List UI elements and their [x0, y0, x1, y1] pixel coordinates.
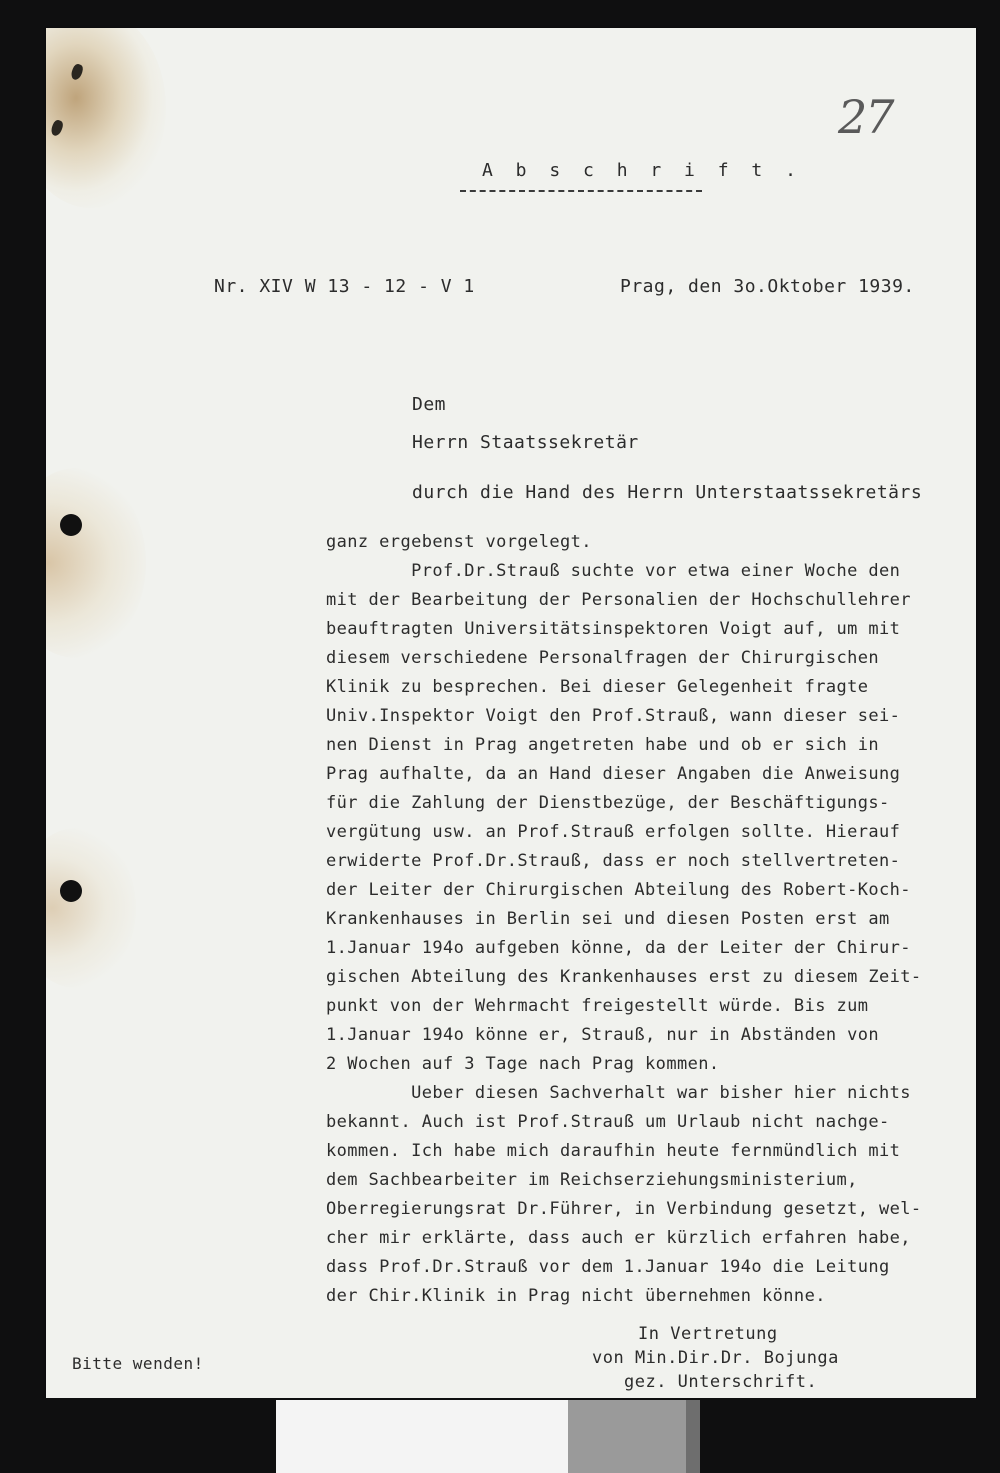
body-line: ganz ergebenst vorgelegt.: [326, 532, 592, 552]
body-line: dem Sachbearbeiter im Reichserziehungsministerium,: [326, 1170, 858, 1190]
signature-line: In Vertretung: [638, 1324, 778, 1344]
body-line: Prof.Dr.Strauß suchte vor etwa einer Woche den: [326, 561, 901, 581]
body-line: punkt von der Wehrmacht freigestellt würde. Bis zum: [326, 996, 869, 1016]
calibration-card-dark: [686, 1400, 700, 1473]
rust-stain: [46, 468, 146, 658]
body-line: diesem verschiedene Personalfragen der Chirurgischen: [326, 648, 880, 668]
title-underline: [460, 190, 702, 192]
staple-mark: [70, 63, 85, 81]
body-line: gischen Abteilung des Krankenhauses erst zu diesem Zeit-: [326, 967, 922, 987]
signature-line: gez. Unterschrift.: [624, 1372, 818, 1392]
address-line: Dem: [412, 394, 447, 415]
body-line: cher mir erklärte, dass auch er kürzlich erfahren habe,: [326, 1228, 911, 1248]
punch-hole: [60, 880, 82, 902]
body-line: für die Zahlung der Dienstbezüge, der Beschäftigungs-: [326, 793, 890, 813]
body-line: Ueber diesen Sachverhalt war bisher hier nichts: [326, 1083, 911, 1103]
body-line: vergütung usw. an Prof.Strauß erfolgen sollte. Hierauf: [326, 822, 901, 842]
body-line: dass Prof.Dr.Strauß vor dem 1.Januar 194o die Leitung: [326, 1257, 890, 1277]
body-line: Krankenhauses in Berlin sei und diesen Posten erst am: [326, 909, 890, 929]
rust-stain: [46, 828, 136, 988]
body-line: bekannt. Auch ist Prof.Strauß um Urlaub nicht nachge-: [326, 1112, 890, 1132]
body-line: mit der Bearbeitung der Personalien der Hochschullehrer: [326, 590, 911, 610]
calibration-card-white: [276, 1400, 568, 1473]
body-line: beauftragten Universitätsinspektoren Voigt auf, um mit: [326, 619, 901, 639]
body-line: der Chir.Klinik in Prag nicht übernehmen könne.: [326, 1286, 826, 1306]
signature-line: von Min.Dir.Dr. Bojunga: [592, 1348, 839, 1368]
body-line: der Leiter der Chirurgischen Abteilung des Robert-Koch-: [326, 880, 911, 900]
body-line: kommen. Ich habe mich daraufhin heute fernmündlich mit: [326, 1141, 901, 1161]
body-line: 1.Januar 194o aufgeben könne, da der Leiter der Chirur-: [326, 938, 911, 958]
paper-sheet: [46, 28, 976, 1398]
body-line: nen Dienst in Prag angetreten habe und ob er sich in: [326, 735, 880, 755]
body-line: 2 Wochen auf 3 Tage nach Prag kommen.: [326, 1054, 720, 1074]
letter-body: [326, 528, 922, 1311]
document-title: A b s c h r i f t .: [482, 160, 802, 181]
place-date: Prag, den 3o.Oktober 1939.: [620, 276, 915, 297]
calibration-card-grey: [568, 1400, 686, 1473]
address-line: durch die Hand des Herrn Unterstaatssekretärs: [412, 482, 923, 503]
body-line: Klinik zu besprechen. Bei dieser Gelegenheit fragte: [326, 677, 869, 697]
rust-stain: [46, 28, 166, 208]
reference-number: Nr. XIV W 13 - 12 - V 1: [214, 276, 475, 297]
body-line: 1.Januar 194o könne er, Strauß, nur in Abständen von: [326, 1025, 880, 1045]
body-line: erwiderte Prof.Dr.Strauß, dass er noch stellvertreten-: [326, 851, 901, 871]
body-line: Oberregierungsrat Dr.Führer, in Verbindung gesetzt, wel-: [326, 1199, 922, 1219]
body-line: Prag aufhalte, da an Hand dieser Angaben die Anweisung: [326, 764, 901, 784]
body-line: Univ.Inspektor Voigt den Prof.Strauß, wann dieser sei-: [326, 706, 901, 726]
handwritten-page-number: 27: [838, 90, 893, 144]
staple-mark: [50, 119, 65, 137]
address-line: Herrn Staatssekretär: [412, 432, 639, 453]
turn-over-note: Bitte wenden!: [72, 1354, 204, 1373]
punch-hole: [60, 514, 82, 536]
